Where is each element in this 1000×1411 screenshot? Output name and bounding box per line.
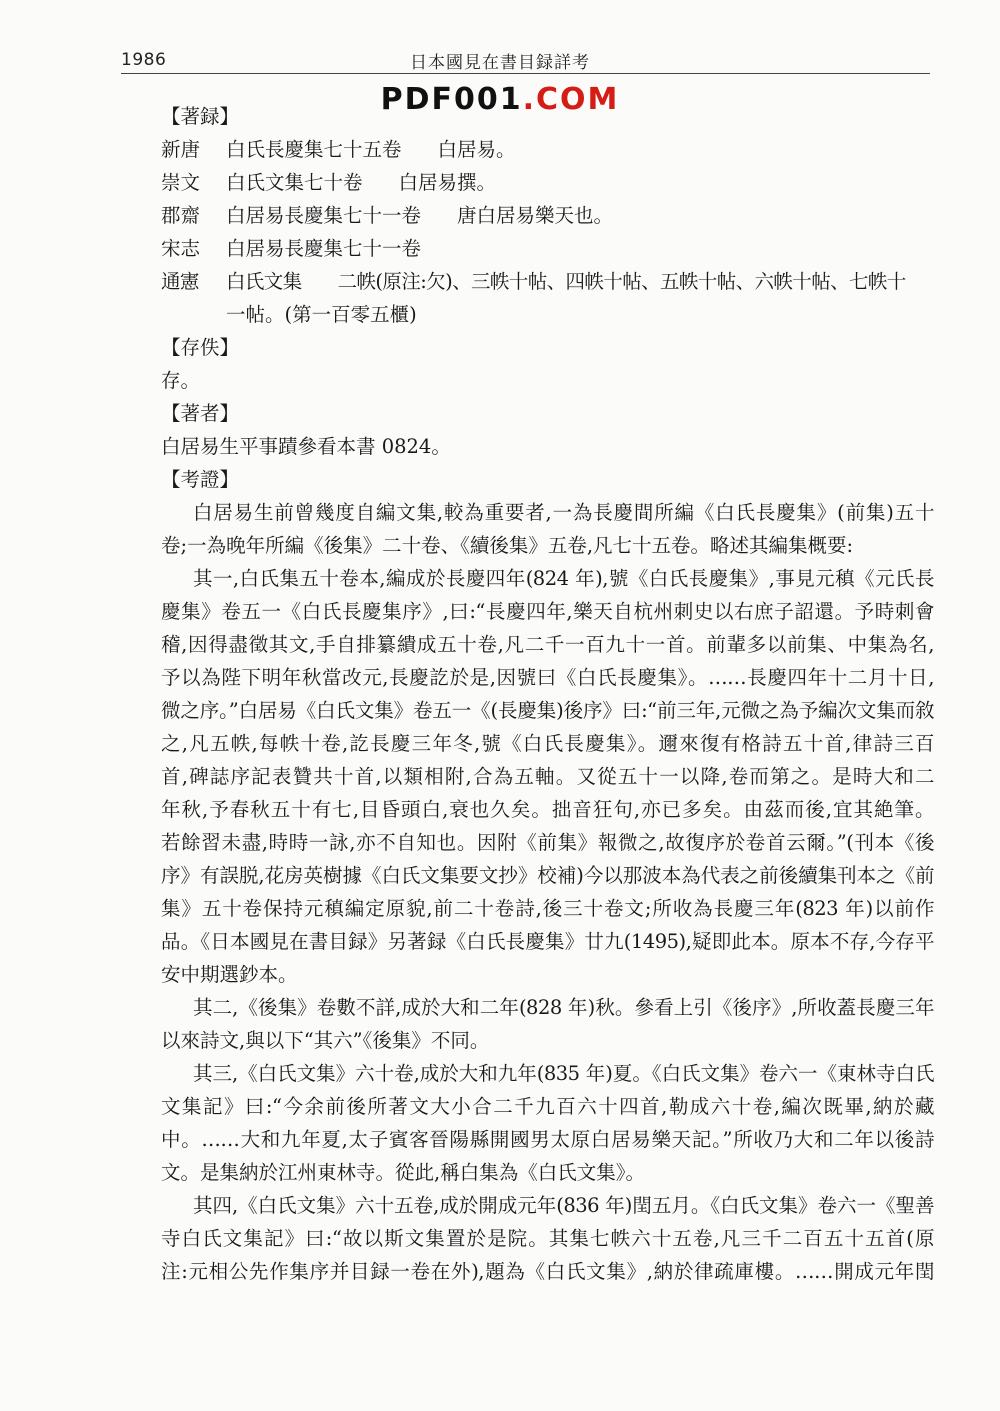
text-line: 其一,白氏集五十卷本,編成於長慶四年(824 年),號《白氏長慶集》,事見元稹《元氏長 xyxy=(193,567,934,590)
text-line: 文。是集納於江州東林寺。從此,稱白集為《白氏文集》。 xyxy=(161,1161,645,1184)
page-number: 1986 xyxy=(121,50,167,70)
record-source: 通憲 xyxy=(161,270,199,293)
record-row xyxy=(161,133,934,166)
text-line: 微之序。”白居易《白氏文集》卷五一《(長慶集)後序》曰:“前三年,元微之為予編次文集而敘 xyxy=(161,699,934,722)
record-note: 二帙(原注:欠)、三帙十帖、四帙十帖、五帙十帖、六帙十帖、七帙十 xyxy=(337,270,906,293)
text-line: 其三,《白氏文集》六十卷,成於大和九年(835 年)夏。《白氏文集》卷六一《東林寺白氏 xyxy=(193,1062,934,1085)
text-line: 稽,因得盡徵其文,手自排纂繢成五十卷,凡二千一百九十一首。前輩多以前集、中集為名, xyxy=(161,633,934,656)
text-line: 年秋,予春秋五十有七,目昏頭白,衰也久矣。拙音狂句,亦已多矣。由茲而後,宜其絶筆。 xyxy=(161,798,934,821)
text-line: 首,碑誌序記表贊共十首,以類相附,合為五軸。又從五十一以降,卷而第之。是時大和二 xyxy=(161,765,934,788)
record-row xyxy=(161,199,934,232)
text-line: 以來詩文,與以下“其六”《後集》不同。 xyxy=(161,1029,490,1052)
record-continuation: 一帖。(第一百零五櫃) xyxy=(226,303,417,326)
text-line: 集》五十卷保持元稹編定原貌,前二十卷詩,後三十卷文;所收為長慶三年(823 年)以前作 xyxy=(161,897,934,920)
record-note: 白居易撰。 xyxy=(398,171,497,194)
header-rule xyxy=(121,73,930,74)
record-source: 崇文 xyxy=(161,171,201,194)
record-row xyxy=(161,166,934,199)
record-row xyxy=(161,232,934,265)
text-line: 序》有誤脱,花房英樹據《白氏文集要文抄》校補)今以那波本為代表之前後續集刊本之《前 xyxy=(161,864,934,887)
text-line: 卷;一為晚年所編《後集》二十卷、《續後集》五卷,凡七十五卷。略述其編集概要: xyxy=(161,534,854,557)
record-title: 白氏文集 xyxy=(226,270,302,293)
record-title: 白氏文集七十卷 xyxy=(226,171,363,194)
text-line: 其四,《白氏文集》六十五卷,成於開成元年(836 年)閏五月。《白氏文集》卷六一《聖善 xyxy=(193,1194,934,1217)
text-line: 其二,《後集》卷數不詳,成於大和二年(828 年)秋。參看上引《後序》,所收蓋長慶三年 xyxy=(193,996,934,1019)
text-line: 文集記》曰:“今余前後所著文大小合二千九百六十四首,勒成六十卷,編次既畢,納於藏 xyxy=(161,1095,934,1118)
section-heading-zhuzhe: 【著者】 xyxy=(161,402,240,425)
watermark-prefix: PDF001 xyxy=(380,82,523,117)
text-line: 若餘習未盡,時時一詠,亦不自知也。因附《前集》報微之,故復序於卷首云爾。”(刊本《後 xyxy=(161,831,934,854)
record-source: 新唐 xyxy=(161,138,201,161)
text-line: 之,凡五帙,每帙十卷,訖長慶三年冬,號《白氏長慶集》。邇來復有格詩五十首,律詩三百 xyxy=(161,732,934,755)
text-line: 予以為陛下明年秋當改元,長慶訖於是,因號曰《白氏長慶集》。……長慶四年十二月十日, xyxy=(161,666,934,689)
text-line: 寺白氏文集記》曰:“故以斯文集置於是院。其集七帙六十五卷,凡三千二百五十五首(原 xyxy=(161,1227,934,1250)
record-source: 宋志 xyxy=(161,237,201,260)
section-heading-kaozheng: 【考證】 xyxy=(161,468,240,491)
record-note: 白居易。 xyxy=(437,138,516,161)
main-text xyxy=(161,100,934,1288)
record-source: 郡齋 xyxy=(161,204,201,227)
author-text: 白居易生平事蹟參看本書 0824。 xyxy=(161,435,451,458)
watermark-tld: .COM xyxy=(522,82,620,117)
section-heading-cunyi: 【存佚】 xyxy=(161,336,240,359)
text-line: 白居易生前曾幾度自編文集,較為重要者,一為長慶間所編《白氏長慶集》(前集)五十 xyxy=(193,501,934,524)
running-title: 日本國見在書目録詳考 xyxy=(410,53,590,73)
record-title: 白氏長慶集七十五卷 xyxy=(226,138,402,161)
text-line: 中。……大和九年夏,太子賓客晉陽縣開國男太原白居易樂天記。”所收乃大和二年以後詩 xyxy=(161,1128,934,1151)
text-line: 品。《日本國見在書目録》另著録《白氏長慶集》廿九(1495),疑即此本。原本不存,今存平 xyxy=(161,930,934,953)
section-heading-zhulu: 【著録】 xyxy=(161,105,240,128)
record-row xyxy=(161,265,934,298)
text-line: 安中期選鈔本。 xyxy=(161,963,298,986)
existence-text: 存。 xyxy=(161,369,201,392)
text-line: 慶集》卷五一《白氏長慶集序》,曰:“長慶四年,樂天自杭州刺史以右庶子詔還。予時刺會 xyxy=(161,600,934,623)
text-line: 注:元相公先作集序并目録一卷在外),題為《白氏文集》,納於律疏庫樓。……開成元年閏 xyxy=(161,1260,934,1283)
record-title: 白居易長慶集七十一卷 xyxy=(226,204,422,227)
record-title: 白居易長慶集七十一卷 xyxy=(226,237,422,260)
record-note: 唐白居易樂天也。 xyxy=(457,204,614,227)
